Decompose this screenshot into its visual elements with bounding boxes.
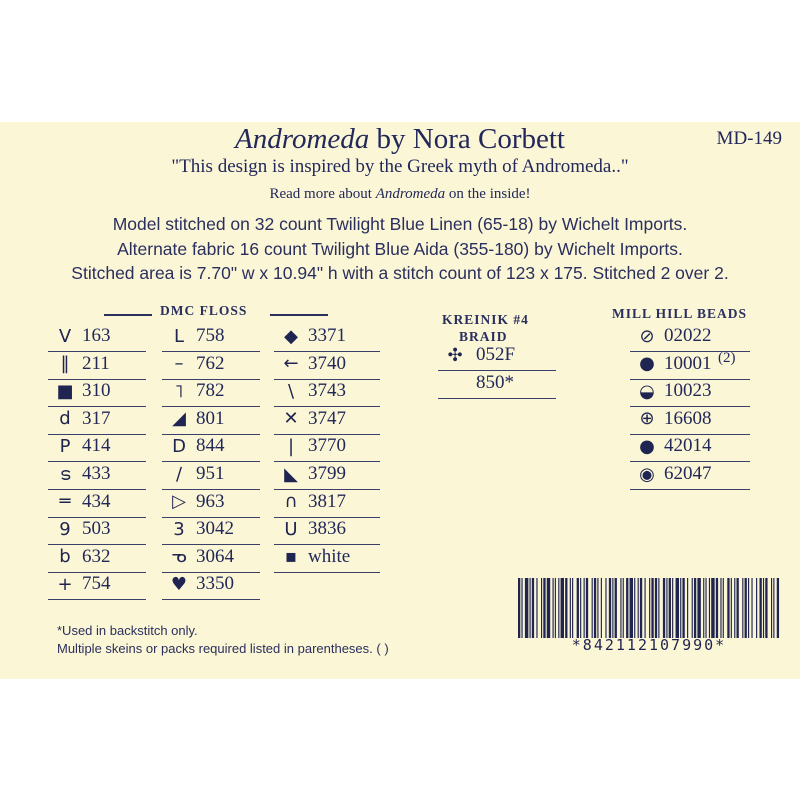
dmc-row-3042 [162, 517, 260, 545]
dmc-number: 758 [196, 325, 225, 346]
dmc-symbol-icon: ∕ [175, 463, 183, 485]
dmc-symbol-icon: + [57, 573, 73, 595]
dmc-row-3770 [274, 434, 380, 462]
dmc-symbol-icon: ∩ [284, 491, 298, 513]
dmc-number: 3817 [308, 490, 346, 512]
bead-number: 42014 [664, 435, 712, 457]
dmc-row-3747 [274, 407, 380, 435]
kreinik-header: KREINIK #4 [442, 312, 529, 327]
dmc-row-762 [162, 352, 260, 380]
dmc-symbol-icon: L [173, 325, 185, 347]
dmc-number: 801 [196, 407, 225, 429]
dmc-symbol-icon: ˥ [174, 380, 184, 402]
description-line-2: Alternate fabric 16 count Twilight Blue Aida (355-180) by Wichelt Imports. [117, 239, 683, 259]
dmc-row-963 [162, 490, 260, 518]
dmc-number: 211 [82, 352, 110, 374]
bead-number: 10023 [664, 380, 712, 402]
dmc-number: 844 [196, 435, 225, 457]
dmc-number: 3747 [308, 407, 346, 429]
dmc-number: 3740 [308, 352, 346, 374]
bead-symbol-icon: ● [639, 435, 655, 457]
dmc-symbol-icon: b [59, 546, 71, 568]
dmc-row-632 [48, 545, 146, 573]
bead-symbol-icon: ⊕ [639, 408, 655, 430]
dmc-symbol-icon: d [59, 408, 71, 430]
dmc-number: 3371 [308, 325, 346, 346]
dmc-row-782 [162, 379, 260, 407]
kreinik-row-052f [438, 343, 556, 371]
barcode [518, 578, 780, 638]
dmc-number: 163 [82, 325, 111, 346]
dmc-symbol-icon: D [172, 435, 186, 457]
dmc-row-3799 [274, 462, 380, 490]
bead-symbol-icon: ◉ [639, 463, 655, 485]
dmc-number: 951 [196, 463, 225, 484]
dmc-symbol-icon: | [287, 435, 295, 457]
pattern-card [0, 122, 800, 679]
dmc-row-3740 [274, 352, 380, 380]
dmc-row-163 [48, 324, 146, 352]
design-quote: "This design is inspired by the Greek myth of Andromeda.." [171, 156, 629, 177]
dmc-row-3064 [162, 545, 260, 573]
bead-row-16608 [630, 407, 750, 435]
dmc-number: 433 [82, 463, 111, 484]
dmc-row-754 [48, 572, 146, 600]
barcode-number: *842112107990* [571, 636, 727, 654]
kreinik-number: 850* [476, 371, 514, 393]
dmc-row-433 [48, 462, 146, 490]
dmc-symbol-icon: U [284, 518, 298, 540]
dmc-number: 3064 [196, 545, 234, 567]
dmc-symbol-icon: P [59, 435, 71, 457]
pattern-title: Andromeda by Nora Corbett [235, 123, 565, 155]
dmc-symbol-icon: ◆ [284, 325, 298, 347]
bead-row-10023 [630, 379, 750, 407]
dmc-row-3371 [274, 324, 380, 352]
dmc-number: 434 [82, 490, 111, 512]
backstitch-note: *Used in backstitch only. [57, 623, 198, 638]
dmc-symbol-icon: ═ [59, 491, 71, 513]
dmc-number: white [308, 545, 351, 567]
dmc-row-310 [48, 379, 146, 407]
dmc-symbol-icon: ᓀ [171, 546, 187, 568]
dmc-symbol-icon: ✕ [283, 408, 299, 430]
dmc-number: 3799 [308, 463, 346, 484]
dmc-number: 963 [196, 490, 225, 512]
bead-symbol-icon: ● [639, 353, 655, 375]
dmc-header-line-right [270, 314, 328, 316]
bead-symbol-icon: ◒ [639, 380, 655, 402]
dmc-row-3817 [274, 490, 380, 518]
mill-hill-header: MILL HILL BEADS [612, 306, 748, 321]
dmc-number: 3770 [308, 435, 346, 457]
kreinik-row-850 [438, 371, 556, 399]
kreinik-subheader: BRAID [459, 329, 508, 344]
bead-number: 62047 [664, 463, 712, 484]
dmc-number: 762 [196, 352, 225, 374]
dmc-number: 632 [82, 545, 111, 567]
dmc-symbol-icon: ♥ [170, 573, 188, 595]
dmc-row-801 [162, 407, 260, 435]
dmc-row-317 [48, 407, 146, 435]
dmc-number: 754 [82, 573, 111, 595]
kreinik-symbol-icon: ✣ [447, 344, 463, 366]
dmc-number: 3836 [308, 518, 346, 540]
dmc-number: 310 [82, 380, 111, 402]
dmc-symbol-icon: ◣ [284, 463, 298, 485]
dmc-row-844 [162, 434, 260, 462]
dmc-symbol-icon: – [174, 353, 184, 375]
dmc-symbol-icon: ◢ [172, 408, 186, 430]
dmc-number: 3743 [308, 380, 346, 402]
dmc-header-line-left [104, 314, 152, 316]
dmc-number: 3042 [196, 518, 234, 540]
dmc-row-211 [48, 352, 146, 380]
description-line-1: Model stitched on 32 count Twilight Blue Linen (65-18) by Wichelt Imports. [112, 214, 688, 234]
dmc-row-414 [48, 434, 146, 462]
bead-row-62047 [630, 462, 750, 490]
bead-row-02022 [630, 324, 750, 352]
dmc-number: 503 [82, 518, 111, 540]
bead-number: 02022 [664, 325, 712, 346]
description-line-3: Stitched area is 7.70" w x 10.94" h with a stitch count of 123 x 175. Stitched 2 over 2. [71, 263, 729, 283]
dmc-number: 3350 [196, 573, 234, 595]
bead-symbol-icon: ⊘ [639, 325, 655, 347]
bead-number: 10001 [664, 352, 712, 374]
dmc-symbol-icon: ▪ [284, 546, 298, 568]
dmc-row-951 [162, 462, 260, 490]
dmc-symbol-icon: \ [287, 380, 295, 402]
bead-row-42014 [630, 434, 750, 462]
dmc-symbol-icon: ▷ [172, 491, 186, 513]
pattern-code: MD-149 [716, 128, 782, 149]
dmc-symbol-icon: V [58, 325, 72, 347]
dmc-row-434 [48, 490, 146, 518]
dmc-symbol-icon: ‖ [60, 353, 70, 375]
read-more-note: Read more about Andromeda on the inside! [269, 186, 531, 202]
dmc-number: 782 [196, 380, 225, 402]
bead-number: 16608 [664, 407, 712, 429]
dmc-row-3836 [274, 517, 380, 545]
dmc-row-758 [162, 324, 260, 352]
dmc-row-3743 [274, 379, 380, 407]
skeins-note: Multiple skeins or packs required listed in parentheses. ( ) [57, 641, 389, 656]
bead-row-10001 [630, 349, 750, 380]
dmc-row-3350 [162, 572, 260, 600]
dmc-row-503 [48, 517, 146, 545]
dmc-number: 317 [82, 407, 111, 429]
dmc-floss-header: DMC FLOSS [160, 303, 248, 318]
dmc-symbol-icon: ■ [56, 380, 74, 402]
bead-skein-count: (2) [718, 349, 736, 366]
kreinik-number: 052F [476, 344, 516, 365]
dmc-symbol-icon: ട [59, 463, 71, 485]
dmc-number: 414 [82, 435, 111, 457]
dmc-row-white [274, 545, 380, 573]
dmc-symbol-icon: ← [283, 353, 299, 375]
dmc-symbol-icon: 3 [173, 518, 185, 540]
dmc-symbol-icon: 9 [59, 518, 71, 540]
